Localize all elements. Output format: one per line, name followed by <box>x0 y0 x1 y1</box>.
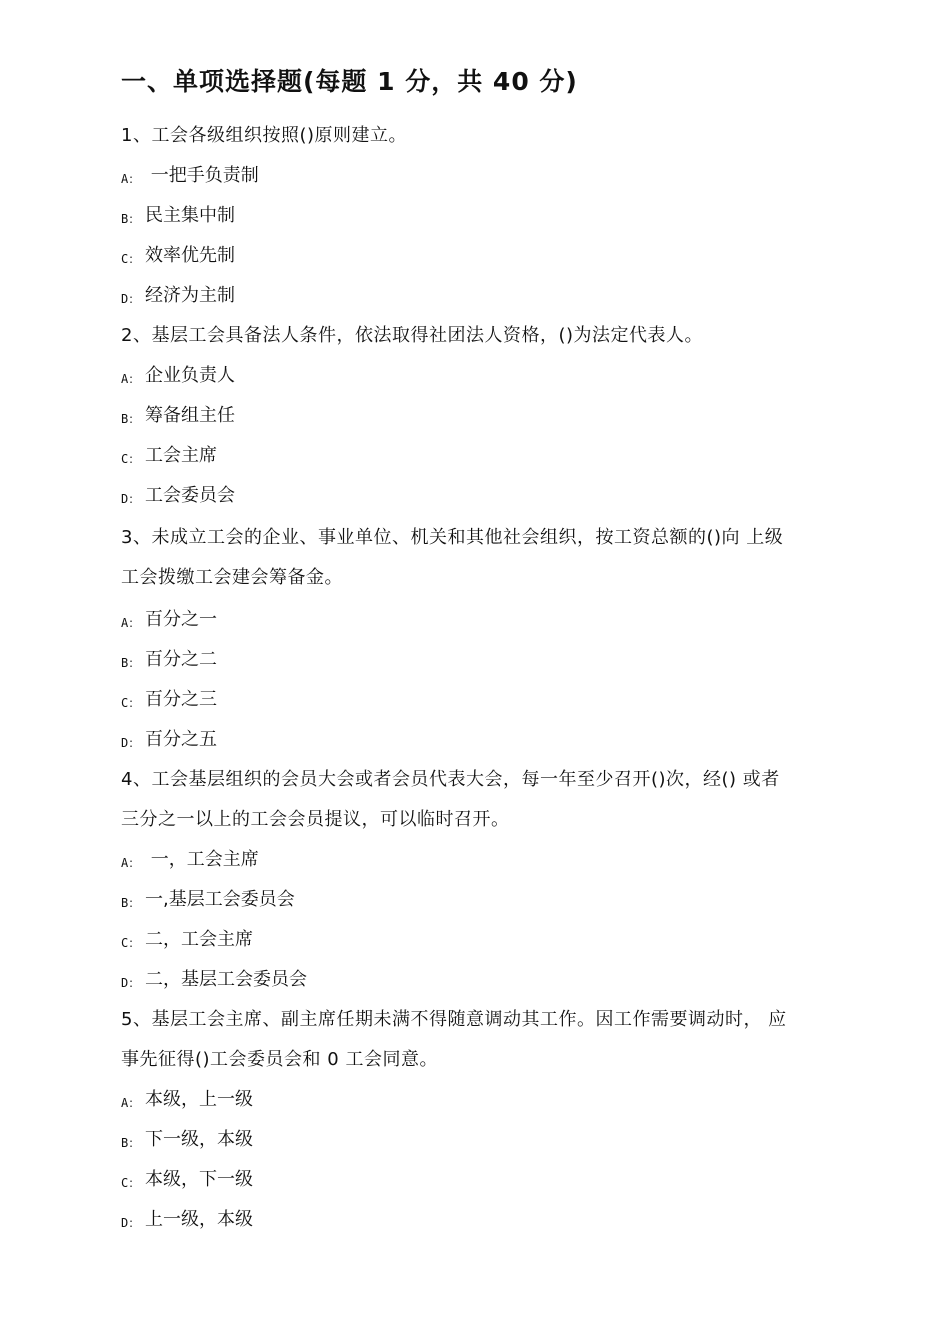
option-letter: D： <box>121 292 141 306</box>
option-letter: C： <box>121 696 141 710</box>
question-3-option-c <box>121 688 217 715</box>
option-text: 一,基层工会委员会 <box>145 889 295 910</box>
question-1-option-c <box>121 244 235 271</box>
option-text: 二，工会主席 <box>145 929 253 950</box>
question-2-option-c <box>121 444 217 471</box>
option-letter: B： <box>121 656 141 670</box>
option-text: 本级，下一级 <box>145 1169 253 1190</box>
option-text: 工会委员会 <box>145 485 235 506</box>
question-4-text-line-1: 4、工会基层组织的会员大会或者会员代表大会，每一年至少召开()次，经() 或者 <box>121 769 780 790</box>
option-text: 百分之五 <box>145 729 217 750</box>
option-text: 一，工会主席 <box>145 849 259 870</box>
question-1-option-b <box>121 204 235 231</box>
option-letter: D： <box>121 976 141 990</box>
option-text: 百分之一 <box>145 609 217 630</box>
question-2-option-d <box>121 484 235 511</box>
option-text: 经济为主制 <box>145 285 235 306</box>
option-letter: B： <box>121 896 141 910</box>
option-letter: A： <box>121 372 141 386</box>
option-letter: C： <box>121 252 141 266</box>
option-letter: C： <box>121 1176 141 1190</box>
question-1-text: 1、工会各级组织按照()原则建立。 <box>121 125 407 146</box>
question-3-option-a <box>121 608 217 635</box>
option-letter: C： <box>121 936 141 950</box>
question-1-option-a <box>121 164 259 191</box>
question-5-option-d <box>121 1208 253 1235</box>
question-4-option-c <box>121 928 253 955</box>
option-letter: D： <box>121 736 141 750</box>
option-text: 筹备组主任 <box>145 405 235 426</box>
option-letter: B： <box>121 212 141 226</box>
option-text: 效率优先制 <box>145 245 235 266</box>
option-letter: A： <box>121 172 141 186</box>
question-2-text: 2、基层工会具备法人条件，依法取得社团法人资格，()为法定代表人。 <box>121 325 703 346</box>
option-letter: B： <box>121 1136 141 1150</box>
question-5-option-c <box>121 1168 253 1195</box>
question-2-option-a <box>121 364 235 391</box>
question-5-option-b <box>121 1128 253 1155</box>
question-3-text-line-1: 3、未成立工会的企业、事业单位、机关和其他社会组织，按工资总额的()向 上级 <box>121 527 784 548</box>
question-3-option-b <box>121 648 217 675</box>
question-1-option-d <box>121 284 235 311</box>
option-text: 下一级，本级 <box>145 1129 253 1150</box>
question-5-option-a <box>121 1088 253 1115</box>
question-5-text-line-2: 事先征得()工会委员会和 0 工会同意。 <box>121 1049 438 1070</box>
option-letter: D： <box>121 492 141 506</box>
option-text: 本级，上一级 <box>145 1089 253 1110</box>
option-letter: A： <box>121 856 141 870</box>
option-text: 工会主席 <box>145 445 217 466</box>
section-title: 一、单项选择题(每题 1 分，共 40 分) <box>121 67 578 96</box>
question-5-text-line-1: 5、基层工会主席、副主席任期未满不得随意调动其工作。因工作需要调动时， 应 <box>121 1009 787 1030</box>
question-3-text-line-2: 工会拨缴工会建会筹备金。 <box>121 567 343 588</box>
option-text: 民主集中制 <box>145 205 235 226</box>
question-4-text-line-2: 三分之一以上的工会会员提议，可以临时召开。 <box>121 809 510 830</box>
option-letter: D： <box>121 1216 141 1230</box>
question-4-option-b <box>121 888 295 915</box>
option-text: 百分之三 <box>145 689 217 710</box>
option-text: 上一级，本级 <box>145 1209 253 1230</box>
question-3-option-d <box>121 728 217 755</box>
option-letter: C： <box>121 452 141 466</box>
option-text: 企业负责人 <box>145 365 235 386</box>
option-text: 二，基层工会委员会 <box>145 969 307 990</box>
option-letter: A： <box>121 616 141 630</box>
question-4-option-a <box>121 848 259 875</box>
option-text: 百分之二 <box>145 649 217 670</box>
option-letter: A： <box>121 1096 141 1110</box>
option-text: 一把手负责制 <box>145 165 259 186</box>
question-2-option-b <box>121 404 235 431</box>
option-letter: B： <box>121 412 141 426</box>
question-4-option-d <box>121 968 307 995</box>
